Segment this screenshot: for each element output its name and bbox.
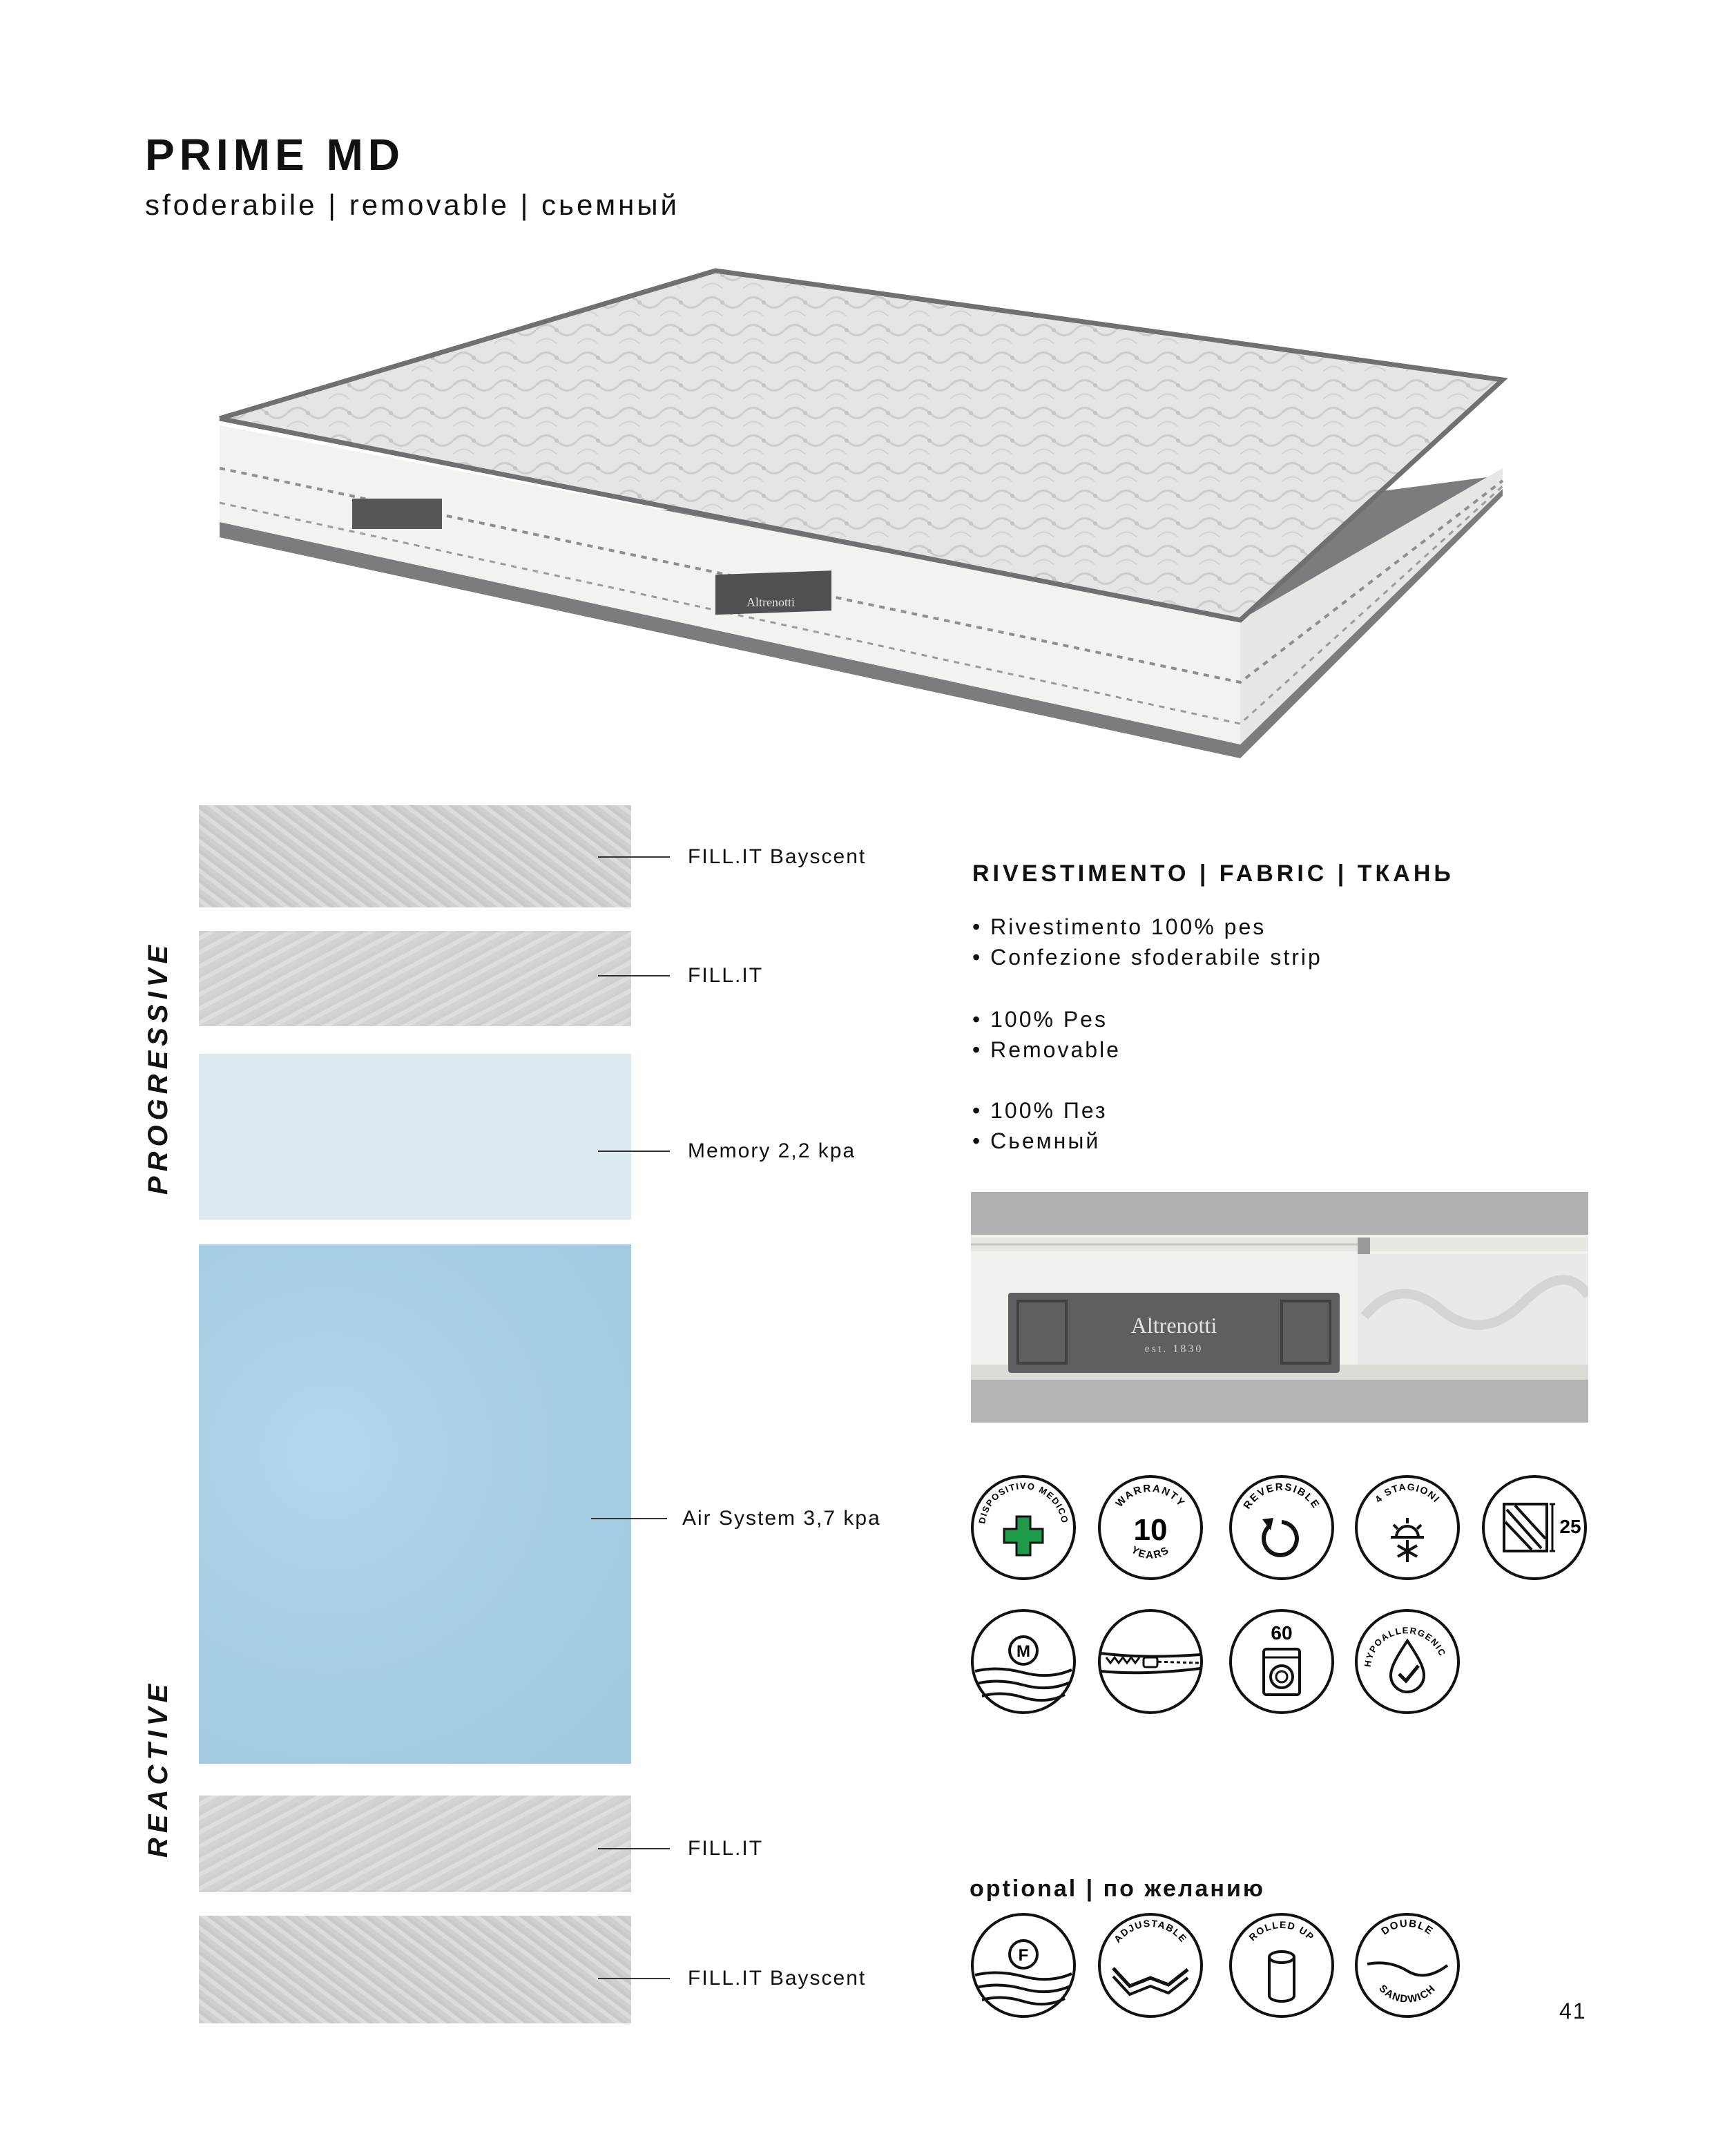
layer-leader [598, 1151, 670, 1152]
firmness-medium-letter: M [1016, 1642, 1030, 1661]
svg-text:WARRANTY [1113, 1483, 1187, 1510]
layer-label: FILL.IT [688, 964, 764, 987]
layer-swatch [199, 805, 631, 907]
fabric-detail-est: est. 1830 [1144, 1343, 1204, 1355]
firmness-medium-icon [970, 1608, 1077, 1715]
hypoallergenic-icon [1353, 1608, 1461, 1715]
fabric-detail-photo [971, 1192, 1588, 1423]
warranty-number: 10 [1133, 1513, 1168, 1547]
layer-swatch [199, 931, 631, 1026]
wash-temperature: 60 [1271, 1622, 1293, 1644]
reversible-icon [1228, 1474, 1336, 1581]
zone-label-progressive: PROGRESSIVE [143, 940, 173, 1195]
firmness-firm-letter: F [1018, 1946, 1029, 1965]
layer-label: FILL.IT [688, 1837, 764, 1860]
fabric-bullet: • Removable [972, 1037, 1121, 1062]
fabric-bullet: • Сьемный [972, 1128, 1101, 1153]
layer-label: Air System 3,7 kpa [682, 1507, 881, 1530]
mattress-image [204, 261, 1516, 772]
warranty-icon [1097, 1474, 1204, 1581]
fabric-section-title: RIVESTIMENTO | FABRIC | ТКАНЬ [972, 860, 1454, 887]
optional-title: optional | по желанию [970, 1876, 1265, 1902]
layer-leader [598, 975, 670, 976]
adjustable-text: ADJUSTABLE [1111, 1917, 1190, 1945]
adjustable-icon [1097, 1912, 1204, 2019]
height-icon [1481, 1474, 1588, 1581]
four-seasons-text: 4 STAGIONI [1372, 1481, 1443, 1505]
mattress-label-text: Altrenotti [746, 595, 795, 609]
page-number: 41 [1559, 1999, 1587, 2023]
double-sandwich-icon [1353, 1912, 1461, 2019]
page-subtitle: sfoderabile | removable | сьемный [145, 189, 680, 221]
hypoallergenic-text: HYPOALLERGENIC [1362, 1625, 1448, 1668]
svg-text:DOUBLE [1379, 1918, 1436, 1938]
zip-icon [1097, 1608, 1204, 1715]
layer-leader [598, 1848, 670, 1849]
svg-text:4 STAGIONI [1373, 1481, 1443, 1505]
layer-leader [591, 1518, 667, 1519]
warranty-bottom-text: YEARS [1129, 1543, 1172, 1561]
medical-device-icon [970, 1474, 1077, 1581]
layer-leader [598, 1978, 670, 1979]
warranty-top-text: WARRANTY [1113, 1482, 1188, 1510]
fabric-bullet: • Confezione sfoderabile strip [972, 945, 1322, 970]
double-text: DOUBLE [1379, 1917, 1436, 1938]
four-seasons-icon [1353, 1474, 1461, 1581]
rolled-up-text: ROLLED UP [1246, 1918, 1317, 1943]
fabric-bullet: • 100% Pes [972, 1007, 1108, 1032]
layer-swatch [199, 1796, 631, 1892]
fabric-bullet: • 100% Пез [972, 1098, 1108, 1123]
rolled-up-icon [1228, 1912, 1336, 2019]
sandwich-text: SANDWICH [1376, 1982, 1438, 2005]
svg-text:ROLLED UP [1246, 1919, 1317, 1943]
reversible-text: REVERSIBLE [1241, 1481, 1322, 1512]
page-title: PRIME MD [145, 130, 405, 180]
layer-swatch [199, 1244, 631, 1764]
medical-device-text: DISPOSITIVO MEDICO [976, 1480, 1070, 1525]
washable-icon [1228, 1608, 1336, 1715]
layer-label: FILL.IT Bayscent [688, 845, 867, 868]
height-value: 25 [1559, 1516, 1581, 1537]
fabric-bullet: • Rivestimento 100% pes [972, 914, 1266, 939]
layer-swatch [199, 1054, 631, 1220]
svg-text:SANDWICH [1376, 1983, 1438, 2005]
layer-swatch [199, 1916, 631, 2023]
firmness-firm-icon [970, 1912, 1077, 2019]
layer-label: Memory 2,2 kpa [688, 1139, 856, 1162]
fabric-detail-brand: Altrenotti [1130, 1313, 1217, 1338]
zone-label-reactive: REACTIVE [143, 1679, 173, 1858]
layer-label: FILL.IT Bayscent [688, 1967, 867, 1990]
layer-leader [598, 856, 670, 858]
